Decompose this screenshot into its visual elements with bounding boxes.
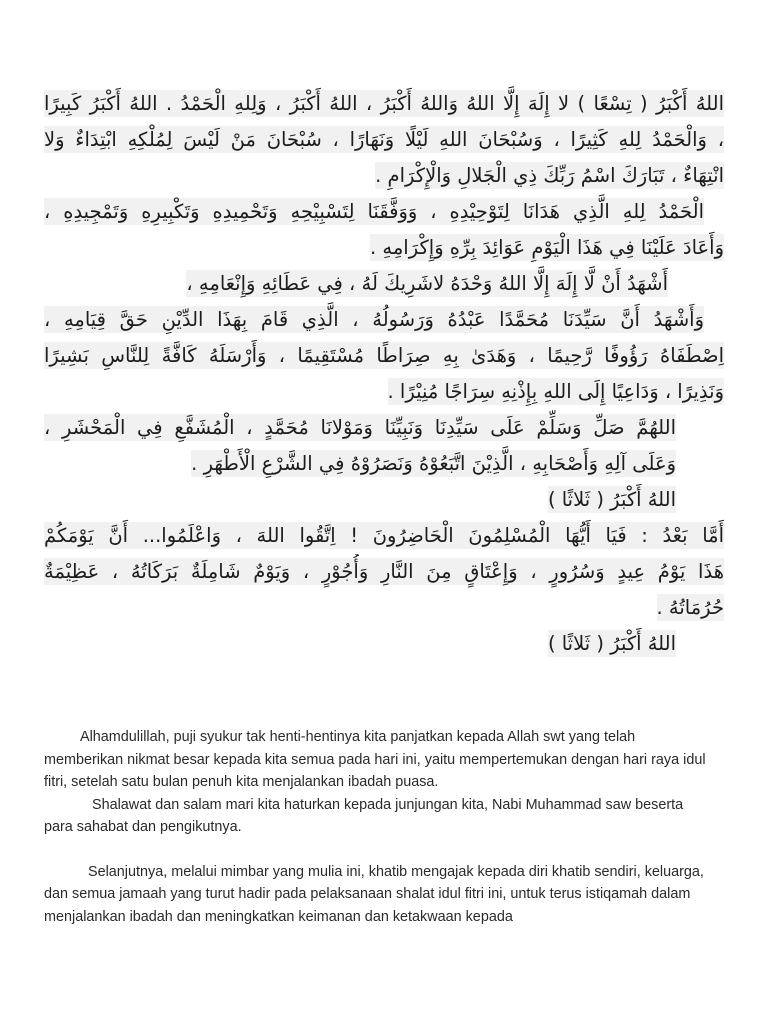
translation-paragraph: Selanjutnya, melalui mimbar yang mulia ini, khatib mengajak kepada diri khatib sendiri, keluarga, dan semua jamaah yang turut hadir pada pelaksanaan shalat idul fitri ini, untuk terus istiqamah dalam menjalankan ibadah dan meningkatkan keimanan dan ketakwaan kepada bbox=[44, 863, 704, 925]
arabic-line: وَأَعَادَ عَلَيْنَا فِي هَذَا الْيَوْمِ عَوَائِدَ بِرِّهِ وَإِكْرَامِهِ . bbox=[370, 236, 724, 259]
arabic-line: اللهُ أَكْبَرُ ( ثَلاثًا ) bbox=[547, 488, 676, 511]
arabic-line: الْحَمْدُ لِلهِ الَّذِي هَدَانَا لِتَوْحِيْدِهِ ، وَوَفَّقَنَا لِتَسْبِيْحِهِ وَتَحْمِيدِهِ وَتَكْبِيرِهِ وَتَمْجِيدِهِ ، bbox=[44, 200, 704, 223]
arabic-line: وَنَذِيرًا ، وَدَاعِيًا إِلَى اللهِ بِإِذْنِهِ سِرَاجًا مُنِيْرًا . bbox=[387, 380, 724, 403]
arabic-line: اِصْطَفَاهُ رَؤُوفًا رَّحِيمًا ، وَهَدَىٰ بِهِ صِرَاطًا مُسْتَقِيمًا ، وَأَرْسَلَهُ كَافَّةً لِلنَّاسِ بَشِيرًا bbox=[44, 344, 724, 367]
arabic-sermon-text bbox=[44, 86, 724, 662]
translation-paragraph: Alhamdulillah, puji syukur tak henti-hentinya kita panjatkan kepada Allah swt yang telah memberikan nikmat besar kepada kita semua pada hari ini, yaitu mempertemukan dengan hari raya idul fitri, setelah satu bulan penuh kita menjalankan ibadah puasa. bbox=[44, 729, 706, 790]
arabic-line: هَذَا يَوْمُ عِيدٍ وَسُرُورٍ ، وَإِعْتَاقٍ مِنَ النَّارِ وَأُجُوْرٍ ، وَيَوْمٌ شَامِلَةٌ بَرَكَاتُهُ ، عَظِيْمَةٌ bbox=[44, 560, 724, 583]
arabic-line: اللهُمَّ صَلِّ وَسَلِّمْ عَلَى سَيِّدِنَا وَنَبِيِّنَا وَمَوْلانَا مُحَمَّدٍ ، الْمُشَفَّعِ فِي الْمَحْشَرِ ، bbox=[44, 416, 676, 439]
arabic-line: ، وَالْحَمْدُ لِلهِ كَثِيرًا ، وَسُبْحَانَ اللهِ لَيْلًا وَنَهَارًا ، سُبْحَانَ مَنْ لَيْسَ لِمُلْكِهِ ابْتِدَاءٌ وَلا bbox=[44, 128, 724, 151]
arabic-line: اللهُ أَكْبَرُ ( ثَلاثًا ) bbox=[547, 632, 676, 655]
arabic-line: اللهُ أَكْبَرُ ( تِسْعًا ) لا إِلَهَ إِلَّا اللهُ وَاللهُ أَكْبَرُ ، اللهُ أَكْبَرُ ، وَلِلهِ الْحَمْدُ . اللهُ أَكْبَرُ كَبِيرًا bbox=[44, 92, 724, 115]
arabic-line: انْتِهَاءٌ ، تَبَارَكَ اسْمُ رَبِّكَ ذِي الْجَلالِ وَالْإِكْرَامِ . bbox=[375, 164, 724, 187]
indonesian-translation bbox=[44, 726, 714, 928]
arabic-line: وَأَشْهَدُ أَنَّ سَيِّدَنَا مُحَمَّدًا عَبْدُهُ وَرَسُولُهُ ، الَّذِي قَامَ بِهَذَا الدِّيْنِ حَقَّ قِيَامِهِ ، bbox=[44, 308, 704, 331]
arabic-line: أَشْهَدُ أَنْ لَّا إِلَهَ إِلَّا اللهُ وَحْدَهُ لاشَرِيكَ لَهُ ، فِي عَطَائِهِ وَإِنْعَامِهِ ، bbox=[186, 272, 668, 295]
arabic-line: أَمَّا بَعْدُ : فَيَا أَيُّهَا الْمُسْلِمُونَ الْحَاضِرُونَ ! اِتَّقُوا اللهَ ، وَاعْلَمُوا... أَنَّ يَوْمَكُمْ bbox=[44, 524, 724, 547]
translation-paragraph: Shalawat dan salam mari kita haturkan kepada junjungan kita, Nabi Muhammad saw beserta para sahabat dan pengikutnya. bbox=[44, 796, 684, 835]
arabic-line: حُرُمَاتُهُ . bbox=[656, 596, 724, 619]
arabic-line: وَعَلَى آلِهِ وَأَصْحَابِهِ ، الَّذِيْنَ اتَّبَعُوْهُ وَنَصَرُوْهُ فِي الشَّرْعِ الْأَطْهَرِ . bbox=[191, 452, 676, 475]
